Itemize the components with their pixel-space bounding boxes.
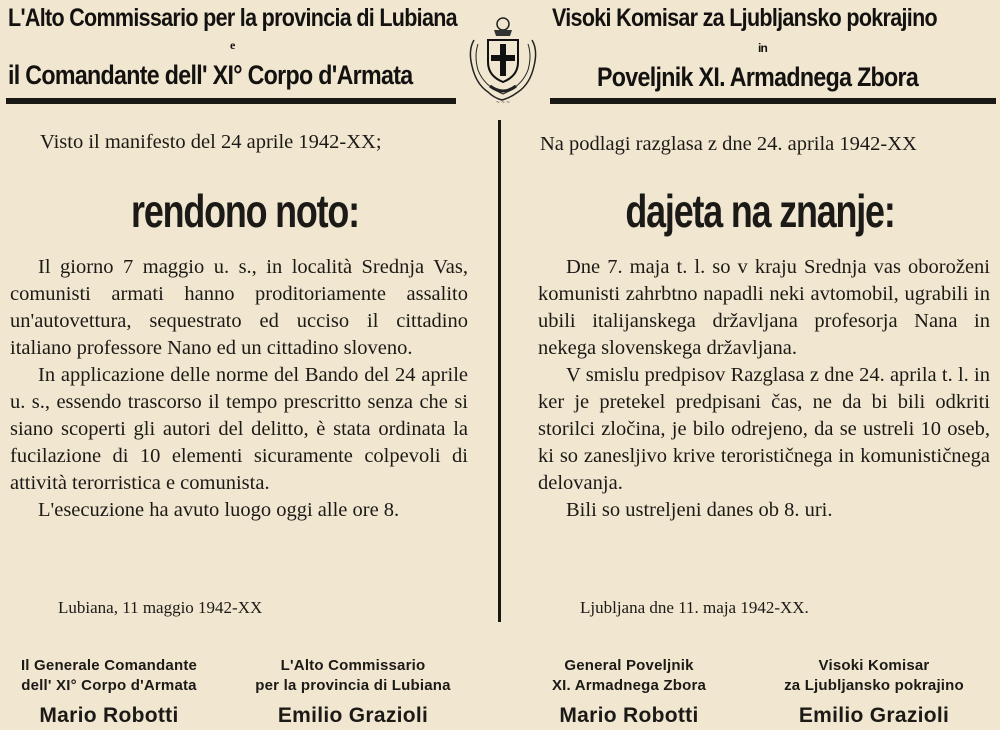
slovene-body <box>538 254 990 524</box>
slovene-date: Ljubljana dne 11. maja 1942-XX. <box>580 598 809 617</box>
coat-of-arms-emblem <box>464 10 542 106</box>
signature-title: Visoki Komisar <box>818 657 930 674</box>
italian-notice-heading: rendono noto: <box>131 185 359 237</box>
signature-block-it-general <box>2 656 216 728</box>
italian-paragraph-1: Il giorno 7 maggio u. s., in località Srednja Vas, comunisti armati hanno proditoriamente assalito un'autovettura, sequestrato ed ucciso il cittadino italiano professore Nano ed un cittadino sloveno. <box>10 256 468 359</box>
signature-title: Il Generale Comandante <box>20 657 198 674</box>
header-left-conjunction: e <box>230 38 235 52</box>
signature-name: Emilio Grazioli <box>277 704 429 727</box>
signature-block-it-commissioner <box>228 656 478 728</box>
column-divider <box>498 120 501 622</box>
italian-date: Lubiana, 11 maggio 1942-XX <box>58 598 263 617</box>
italian-preamble: Visto il manifesto del 24 aprile 1942-XX; <box>40 131 382 153</box>
signature-title: za Ljubljansko pokrajino <box>784 677 964 694</box>
italian-paragraph-3: L'esecuzione ha avuto luogo oggi alle ore 8. <box>38 499 400 521</box>
header-rule-left <box>6 98 456 104</box>
signature-title: XI. Armadnega Zbora <box>551 677 707 694</box>
slovene-preamble: Na podlagi razglasa z dne 24. aprila 1942-XX <box>540 133 917 155</box>
signature-name: Mario Robotti <box>39 704 179 727</box>
header-right-line2: Poveljnik XI. Armadnega Zbora <box>597 62 919 92</box>
signature-title: L'Alto Commissario <box>280 657 426 674</box>
signature-title: General Poveljnik <box>564 657 694 674</box>
header-rule-right <box>550 98 996 104</box>
slovene-notice-heading: dajeta na znanje: <box>625 185 895 237</box>
slovene-paragraph-2: V smislu predpisov Razglasa z dne 24. aprila t. l. in ker je pretekel predpisani čas, ne da bi bili odkriti storilci zločina, je bilo odrejeno, da se ustreli 10 oseb, ki so zanesljivo krive terorističnega in komunističnega delovanja. <box>538 364 990 494</box>
signature-title: dell' XI° Corpo d'Armata <box>21 677 197 694</box>
header-right-line1: Visoki Komisar za Ljubljansko pokrajino <box>552 4 937 32</box>
signature-name: Emilio Grazioli <box>798 704 950 727</box>
signature-block-sl-commissioner <box>752 656 996 728</box>
italian-body <box>10 254 468 524</box>
slovene-paragraph-3: Bili so ustreljeni danes ob 8. uri. <box>566 499 833 521</box>
header-right-conjunction: in <box>758 41 768 55</box>
svg-text:~ ~ ~: ~ ~ ~ <box>496 100 510 106</box>
header-left-line2: il Comandante dell' XI° Corpo d'Armata <box>8 60 413 90</box>
signature-name: Mario Robotti <box>559 704 699 727</box>
italian-paragraph-2: In applicazione delle norme del Bando del 24 aprile u. s., essendo trascorso il tempo prescritto senza che si siano scoperti gli autori del delitto, è stata ordinata la fucilazione di 10 elementi sicuramente colpevoli di attività terorristica e comunista. <box>10 364 468 494</box>
header-left-line1: L'Alto Commissario per la provincia di Lubiana <box>8 4 457 32</box>
slovene-paragraph-1: Dne 7. maja t. l. so v kraju Srednja vas oboroženi komunisti zahrbtno napadli neki avtomobil, ugrabili in ubili italijanskega državljana profesorja Nana in nekega slovenskega državljana. <box>538 256 990 359</box>
signature-title: per la provincia di Lubiana <box>255 677 451 694</box>
signature-block-sl-general <box>520 656 738 728</box>
